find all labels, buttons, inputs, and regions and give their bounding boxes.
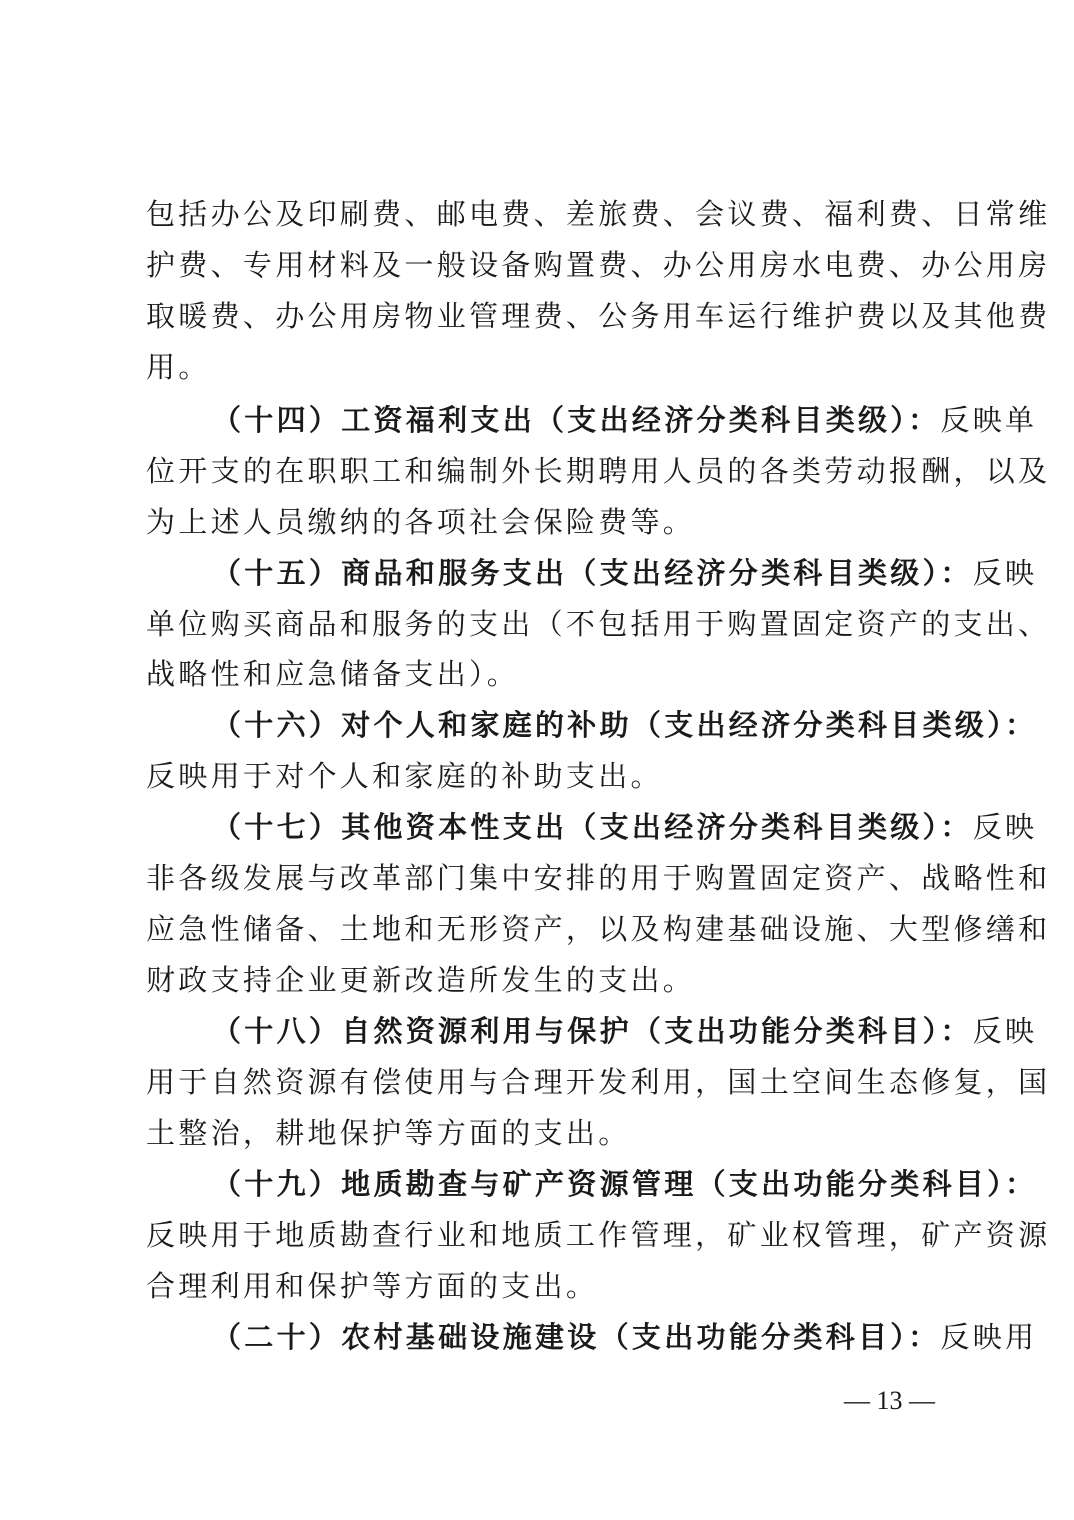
section-16-heading-line — [212, 705, 1038, 745]
body-line-1: 包括办公及印刷费、邮电费、差旅费、会议费、福利费、日常维 — [146, 197, 1051, 231]
body-line-19: 土整治，耕地保护等方面的支出。 — [146, 1116, 631, 1150]
section-15-heading-line: （十五）商品和服务支出（支出经济分类科目类级）：反映 — [212, 556, 1038, 590]
section-20-heading-line: （二十）农村基础设施建设（支出功能分类科目）：反映用 — [212, 1320, 1038, 1354]
body-line-18: 用于自然资源有偿使用与合理开发利用，国土空间生态修复，国 — [146, 1065, 1051, 1099]
body-line-3: 取暖费、办公用房物业管理费、公务用车运行维护费以及其他费 — [146, 299, 1051, 333]
body-line-22: 合理利用和保护等方面的支出。 — [146, 1269, 599, 1303]
section-17-title: （十七）其他资本性支出（支出经济分类科目类级）： — [212, 810, 973, 844]
section-15-title: （十五）商品和服务支出（支出经济分类科目类级）： — [212, 556, 973, 590]
body-line-10: 战略性和应急储备支出）。 — [146, 657, 520, 691]
section-20-title: （二十）农村基础设施建设（支出功能分类科目）： — [212, 1320, 941, 1354]
body-line-2: 护费、专用材料及一般设备购置费、办公用房水电费、办公用房 — [146, 248, 1051, 282]
section-18-title: （十八）自然资源利用与保护（支出功能分类科目）： — [212, 1014, 973, 1048]
section-19-title: （十九）地质勘查与矿产资源管理（支出功能分类科目）： — [212, 1167, 1038, 1201]
section-14-heading-line: （十四）工资福利支出（支出经济分类科目类级）：反映单 — [212, 403, 1038, 437]
body-line-6: 位开支的在职职工和编制外长期聘用人员的各类劳动报酬，以及 — [146, 454, 1051, 488]
body-line-7: 为上述人员缴纳的各项社会保险费等。 — [146, 505, 696, 539]
body-line-16: 财政支持企业更新改造所发生的支出。 — [146, 963, 696, 997]
page-number: — 13 — — [844, 1386, 935, 1415]
body-line-4: 用。 — [146, 350, 211, 384]
body-line-9: 单位购买商品和服务的支出（不包括用于购置固定资产的支出、 — [146, 607, 1051, 641]
section-18-heading-line: （十八）自然资源利用与保护（支出功能分类科目）：反映 — [212, 1014, 1038, 1048]
section-16-title: （十六）对个人和家庭的补助（支出经济分类科目类级）： — [212, 708, 1038, 742]
body-line-12: 反映用于对个人和家庭的补助支出。 — [146, 759, 663, 793]
section-19-heading-line — [212, 1164, 1038, 1204]
body-line-15: 应急性储备、土地和无形资产，以及构建基础设施、大型修缮和 — [146, 912, 1051, 946]
body-line-14: 非各级发展与改革部门集中安排的用于购置固定资产、战略性和 — [146, 861, 1051, 895]
body-line-21: 反映用于地质勘查行业和地质工作管理，矿业权管理，矿产资源 — [146, 1218, 1051, 1252]
section-14-title: （十四）工资福利支出（支出经济分类科目类级）： — [212, 403, 941, 437]
section-17-heading-line: （十七）其他资本性支出（支出经济分类科目类级）：反映 — [212, 810, 1038, 844]
